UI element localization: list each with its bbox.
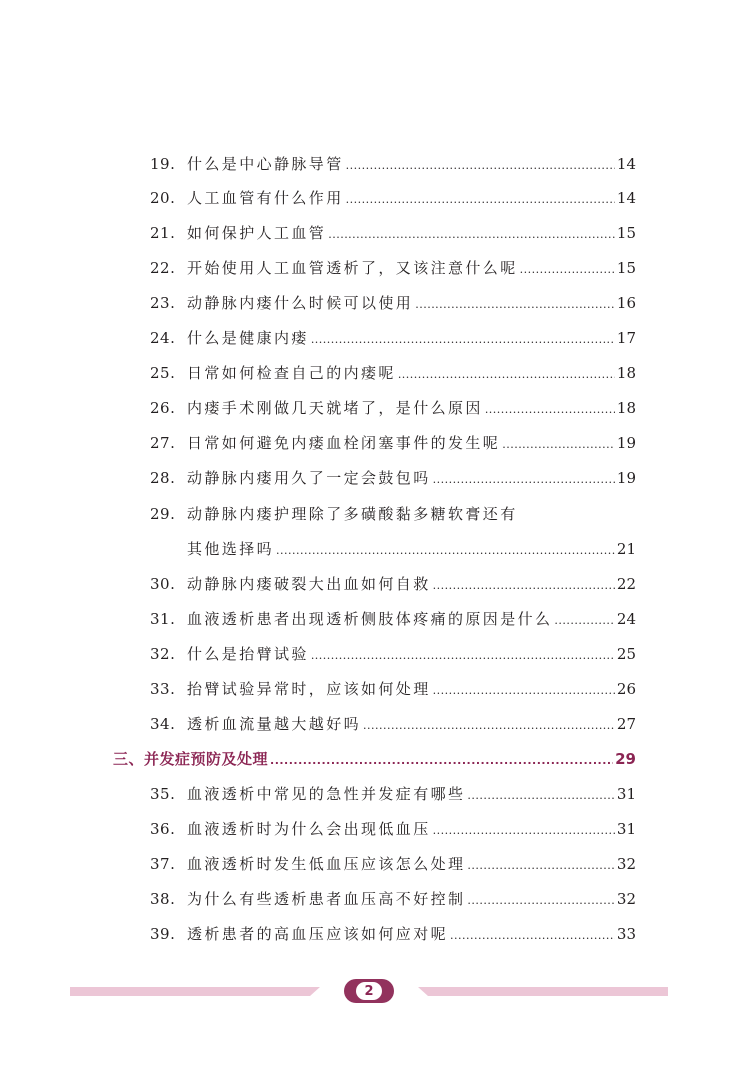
toc-entry-23[interactable] [150, 291, 636, 315]
leader-dots [554, 609, 615, 633]
leader-dots [433, 574, 615, 598]
entry-page: 15 [616, 259, 636, 277]
toc-entry-34[interactable] [150, 712, 636, 736]
leader-dots [363, 714, 615, 738]
leader-dots [485, 398, 615, 422]
entry-page: 25 [616, 645, 636, 663]
entry-number: 39. [150, 925, 176, 943]
leader-dots [398, 363, 615, 387]
toc-entry-28[interactable] [150, 466, 636, 490]
entry-page: 19 [616, 469, 636, 487]
entry-number: 38. [150, 890, 176, 908]
entry-page: 31 [616, 820, 636, 838]
section-title: 三、并发症预防及处理 [113, 750, 269, 768]
toc-entry-27[interactable] [150, 431, 636, 455]
toc-entry-38[interactable] [150, 887, 636, 911]
toc-entry-29[interactable] [150, 502, 636, 526]
toc-entry-39[interactable] [150, 922, 636, 946]
leader-dots [467, 889, 615, 913]
section-page: 29 [615, 750, 636, 768]
leader-dots [311, 644, 615, 668]
entry-number: 27. [150, 434, 176, 452]
entry-title: 什么是抬臂试验 [187, 645, 309, 663]
leader-dots [328, 223, 615, 247]
entry-title: 血液透析中常见的急性并发症有哪些 [187, 785, 466, 803]
entry-page: 31 [616, 785, 636, 803]
entry-number: 34. [150, 715, 176, 733]
entry-number: 28. [150, 469, 176, 487]
toc-entry-35[interactable] [150, 782, 636, 806]
page-number: 2 [356, 982, 382, 1000]
entry-title: 什么是健康内瘘 [187, 329, 309, 347]
leader-dots [467, 784, 615, 808]
toc-entry-32[interactable] [150, 642, 636, 666]
entry-number: 31. [150, 610, 176, 628]
leader-dots [433, 468, 615, 492]
entry-number: 33. [150, 680, 176, 698]
entry-title: 开始使用人工血管透析了，又该注意什么呢 [187, 259, 518, 277]
entry-page: 32 [616, 855, 636, 873]
entry-page: 19 [616, 434, 636, 452]
entry-title: 什么是中心静脉导管 [187, 155, 344, 173]
entry-title: 日常如何检查自己的内瘘呢 [187, 364, 396, 382]
toc-entry-37[interactable] [150, 852, 636, 876]
entry-title: 内瘘手术刚做几天就堵了，是什么原因 [187, 399, 483, 417]
toc-entry-22[interactable] [150, 256, 636, 280]
entry-number: 20. [150, 189, 176, 207]
page-number-badge [344, 979, 394, 1003]
entry-page: 15 [616, 224, 636, 242]
entry-title: 血液透析时发生低血压应该怎么处理 [187, 855, 466, 873]
toc-section-heading[interactable] [113, 747, 636, 771]
entry-number: 25. [150, 364, 176, 382]
leader-dots [467, 854, 615, 878]
entry-number: 32. [150, 645, 176, 663]
entry-number: 30. [150, 575, 176, 593]
entry-number: 22. [150, 259, 176, 277]
entry-title: 血液透析时为什么会出现低血压 [187, 820, 431, 838]
leader-dots [502, 433, 615, 457]
entry-page: 26 [616, 680, 636, 698]
entry-title: 透析患者的高血压应该如何应对呢 [187, 925, 449, 943]
leader-dots [450, 924, 615, 948]
entry-title: 动静脉内瘘用久了一定会鼓包吗 [187, 469, 431, 487]
entry-number: 37. [150, 855, 176, 873]
entry-page: 21 [616, 540, 636, 558]
entry-page: 24 [616, 610, 636, 628]
toc-entry-26[interactable] [150, 396, 636, 420]
entry-title: 动静脉内瘘护理除了多磺酸黏多糖软膏还有 [187, 505, 518, 523]
leader-dots [270, 749, 613, 773]
entry-page: 32 [616, 890, 636, 908]
leader-dots [433, 819, 615, 843]
toc-entry-24[interactable] [150, 326, 636, 350]
entry-title: 日常如何避免内瘘血栓闭塞事件的发生呢 [187, 434, 501, 452]
leader-dots [276, 539, 615, 563]
entry-page: 18 [616, 399, 636, 417]
entry-page: 17 [616, 329, 636, 347]
toc-entry-33[interactable] [150, 677, 636, 701]
leader-dots [415, 293, 615, 317]
leader-dots [311, 328, 615, 352]
leader-dots [346, 154, 615, 178]
entry-title: 透析血流量越大越好吗 [187, 715, 362, 733]
entry-number: 36. [150, 820, 176, 838]
entry-title: 动静脉内瘘什么时候可以使用 [187, 294, 414, 312]
footer-decor-bar-right [418, 987, 668, 996]
entry-number: 24. [150, 329, 176, 347]
entry-title: 为什么有些透析患者血压高不好控制 [187, 890, 466, 908]
leader-dots [433, 679, 615, 703]
entry-page: 27 [616, 715, 636, 733]
toc-entry-30[interactable] [150, 572, 636, 596]
toc-entry-21[interactable] [150, 221, 636, 245]
entry-number: 23. [150, 294, 176, 312]
entry-number: 26. [150, 399, 176, 417]
leader-dots [520, 258, 615, 282]
entry-title: 动静脉内瘘破裂大出血如何自救 [187, 575, 431, 593]
entry-page: 22 [616, 575, 636, 593]
toc-entry-36[interactable] [150, 817, 636, 841]
entry-title: 人工血管有什么作用 [187, 189, 344, 207]
entry-page: 18 [616, 364, 636, 382]
toc-entry-19[interactable] [150, 152, 636, 176]
toc-entry-29-continuation[interactable] [187, 537, 636, 561]
leader-dots [346, 188, 615, 212]
entry-title-continuation: 其他选择吗 [187, 540, 275, 558]
entry-title: 抬臂试验异常时，应该如何处理 [187, 680, 431, 698]
entry-number: 29. [150, 505, 176, 523]
entry-page: 16 [616, 294, 636, 312]
entry-page: 33 [616, 925, 636, 943]
entry-title: 血液透析患者出现透析侧肢体疼痛的原因是什么 [187, 610, 553, 628]
entry-number: 19. [150, 155, 176, 173]
entry-page: 14 [616, 155, 636, 173]
toc-entry-20[interactable] [150, 186, 636, 210]
entry-number: 21. [150, 224, 176, 242]
entry-page: 14 [616, 189, 636, 207]
footer-decor-bar-left [70, 987, 320, 996]
toc-entry-31[interactable] [150, 607, 636, 631]
entry-title: 如何保护人工血管 [187, 224, 327, 242]
entry-number: 35. [150, 785, 176, 803]
toc-entry-25[interactable] [150, 361, 636, 385]
